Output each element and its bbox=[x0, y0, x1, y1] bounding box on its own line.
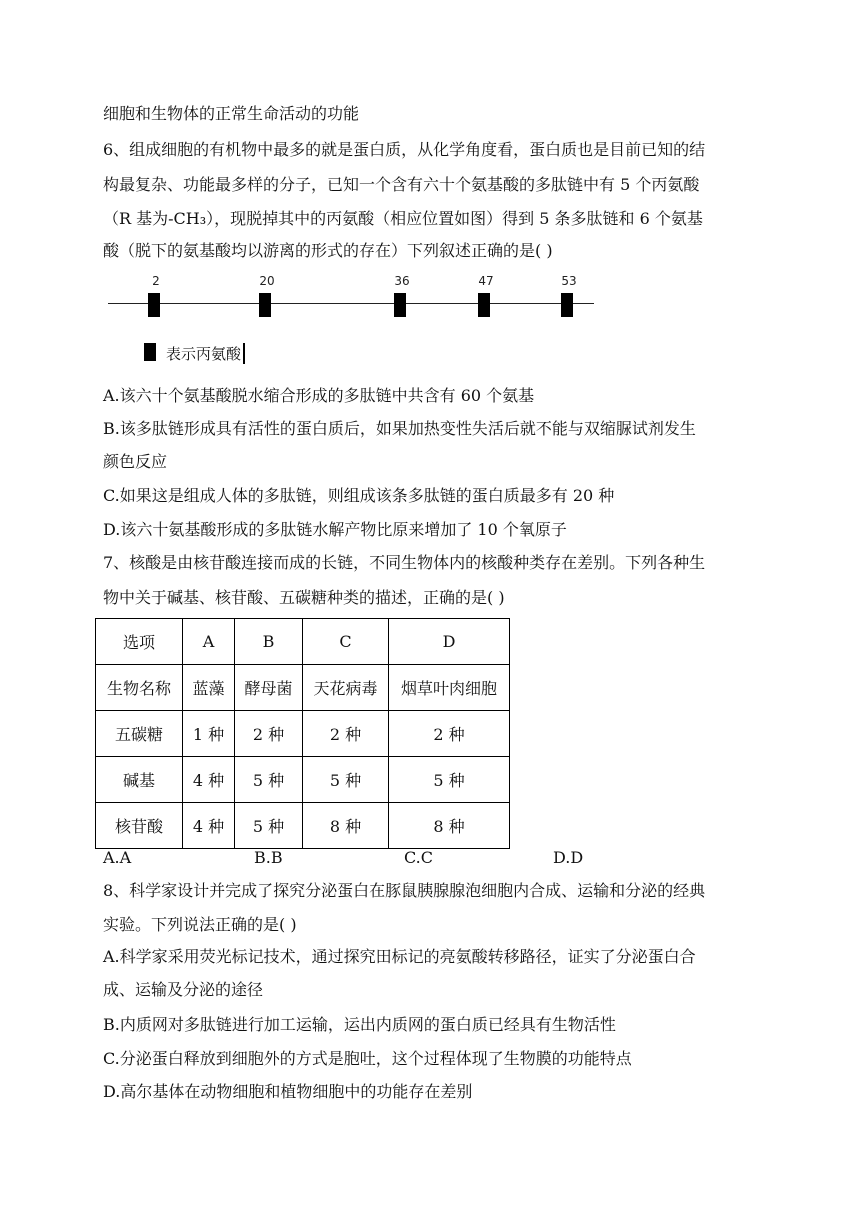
table-cell: 碱基 bbox=[96, 757, 183, 803]
question-6-option-c: C.如果这是组成人体的多肽链，则组成该条多肽链的蛋白质最多有 20 种 bbox=[103, 486, 615, 505]
table-cell: 2 种 bbox=[389, 711, 510, 757]
question-8-option-a: 成、运输及分泌的途径 bbox=[103, 980, 264, 999]
legend-swatch bbox=[144, 343, 156, 361]
table-cell: 5 种 bbox=[235, 757, 303, 803]
table-cell: 8 种 bbox=[303, 803, 389, 849]
polypeptide-diagram bbox=[108, 272, 598, 362]
table-row bbox=[96, 665, 510, 711]
question-8-stem: 实验。下列说法正确的是( ) bbox=[103, 915, 297, 934]
legend-label: 表示丙氨酸 bbox=[166, 343, 245, 364]
question-6-option-d: D.该六十氨基酸形成的多肽链水解产物比原来增加了 10 个氧原子 bbox=[103, 520, 567, 539]
table-cell: 5 种 bbox=[235, 803, 303, 849]
alanine-position-label: 53 bbox=[561, 274, 577, 288]
question-6-stem: 酸（脱下的氨基酸均以游离的形式的存在）下列叙述正确的是( ) bbox=[103, 241, 553, 260]
table-cell: 酵母菌 bbox=[235, 665, 303, 711]
question-7-option-b: B.B bbox=[254, 848, 283, 867]
table-cell: 蓝藻 bbox=[183, 665, 235, 711]
table-cell: 8 种 bbox=[389, 803, 510, 849]
question-6-stem: 6、组成细胞的有机物中最多的就是蛋白质，从化学角度看，蛋白质也是目前已知的结 bbox=[103, 140, 706, 159]
question-7-stem: 物中关于碱基、核苷酸、五碳糖种类的描述，正确的是( ) bbox=[103, 588, 505, 607]
table-cell: B bbox=[235, 619, 303, 665]
table-cell: 烟草叶肉细胞 bbox=[389, 665, 510, 711]
table-cell: 生物名称 bbox=[96, 665, 183, 711]
question-8-option-c: C.分泌蛋白释放到细胞外的方式是胞吐，这个过程体现了生物膜的功能特点 bbox=[103, 1049, 632, 1068]
alanine-position-label: 47 bbox=[478, 274, 494, 288]
table-cell: 5 种 bbox=[389, 757, 510, 803]
question-6-stem: 构最复杂、功能最多样的分子，已知一个含有六十个氨基酸的多肽链中有 5 个丙氨酸 bbox=[103, 175, 700, 194]
table-cell: 核苷酸 bbox=[96, 803, 183, 849]
table-cell: 4 种 bbox=[183, 757, 235, 803]
table-header-row bbox=[96, 619, 510, 665]
question-7-stem: 7、核酸是由核苷酸连接而成的长链，不同生物体内的核酸种类存在差别。下列各种生 bbox=[103, 553, 706, 572]
table-cell: 五碳糖 bbox=[96, 711, 183, 757]
nucleic-acid-table bbox=[95, 618, 510, 849]
alanine-marker bbox=[561, 293, 573, 317]
question-6-stem: （R 基为-CH₃），现脱掉其中的丙氨酸（相应位置如图）得到 5 条多肽链和 6 个氨基 bbox=[103, 209, 703, 228]
text-line: 细胞和生物体的正常生命活动的功能 bbox=[103, 104, 360, 123]
question-6-option-b: 颜色反应 bbox=[103, 452, 168, 471]
alanine-position-label: 36 bbox=[394, 274, 410, 288]
alanine-marker bbox=[148, 293, 160, 317]
question-8-option-a: A.科学家采用荧光标记技术，通过探究田标记的亮氨酸转移路径，证实了分泌蛋白合 bbox=[103, 947, 696, 966]
table-row bbox=[96, 757, 510, 803]
alanine-marker bbox=[478, 293, 490, 317]
table-cell: A bbox=[183, 619, 235, 665]
table-cell: C bbox=[303, 619, 389, 665]
question-7-option-d: D.D bbox=[553, 848, 584, 867]
alanine-position-label: 20 bbox=[259, 274, 275, 288]
question-8-stem: 8、科学家设计并完成了探究分泌蛋白在豚鼠胰腺腺泡细胞内合成、运输和分泌的经典 bbox=[103, 881, 706, 900]
question-7-option-a: A.A bbox=[103, 848, 132, 867]
question-6-option-a: A.该六十个氨基酸脱水缩合形成的多肽链中共含有 60 个氨基 bbox=[103, 386, 535, 405]
table-row bbox=[96, 803, 510, 849]
question-6-option-b: B.该多肽链形成具有活性的蛋白质后，如果加热变性失活后就不能与双缩脲试剂发生 bbox=[103, 419, 696, 438]
table-cell: 选项 bbox=[96, 619, 183, 665]
table-row bbox=[96, 711, 510, 757]
alanine-marker bbox=[394, 293, 406, 317]
table-cell: 5 种 bbox=[303, 757, 389, 803]
alanine-position-label: 2 bbox=[152, 274, 160, 288]
table-cell: D bbox=[389, 619, 510, 665]
question-7-option-c: C.C bbox=[404, 848, 433, 867]
polypeptide-chain-line bbox=[108, 303, 594, 304]
alanine-marker bbox=[259, 293, 271, 317]
question-8-option-d: D.高尔基体在动物细胞和植物细胞中的功能存在差别 bbox=[103, 1082, 473, 1101]
table-cell: 1 种 bbox=[183, 711, 235, 757]
table-cell: 2 种 bbox=[235, 711, 303, 757]
table-cell: 2 种 bbox=[303, 711, 389, 757]
question-8-option-b: B.内质网对多肽链进行加工运输，运出内质网的蛋白质已经具有生物活性 bbox=[103, 1015, 616, 1034]
table-cell: 4 种 bbox=[183, 803, 235, 849]
table-cell: 天花病毒 bbox=[303, 665, 389, 711]
